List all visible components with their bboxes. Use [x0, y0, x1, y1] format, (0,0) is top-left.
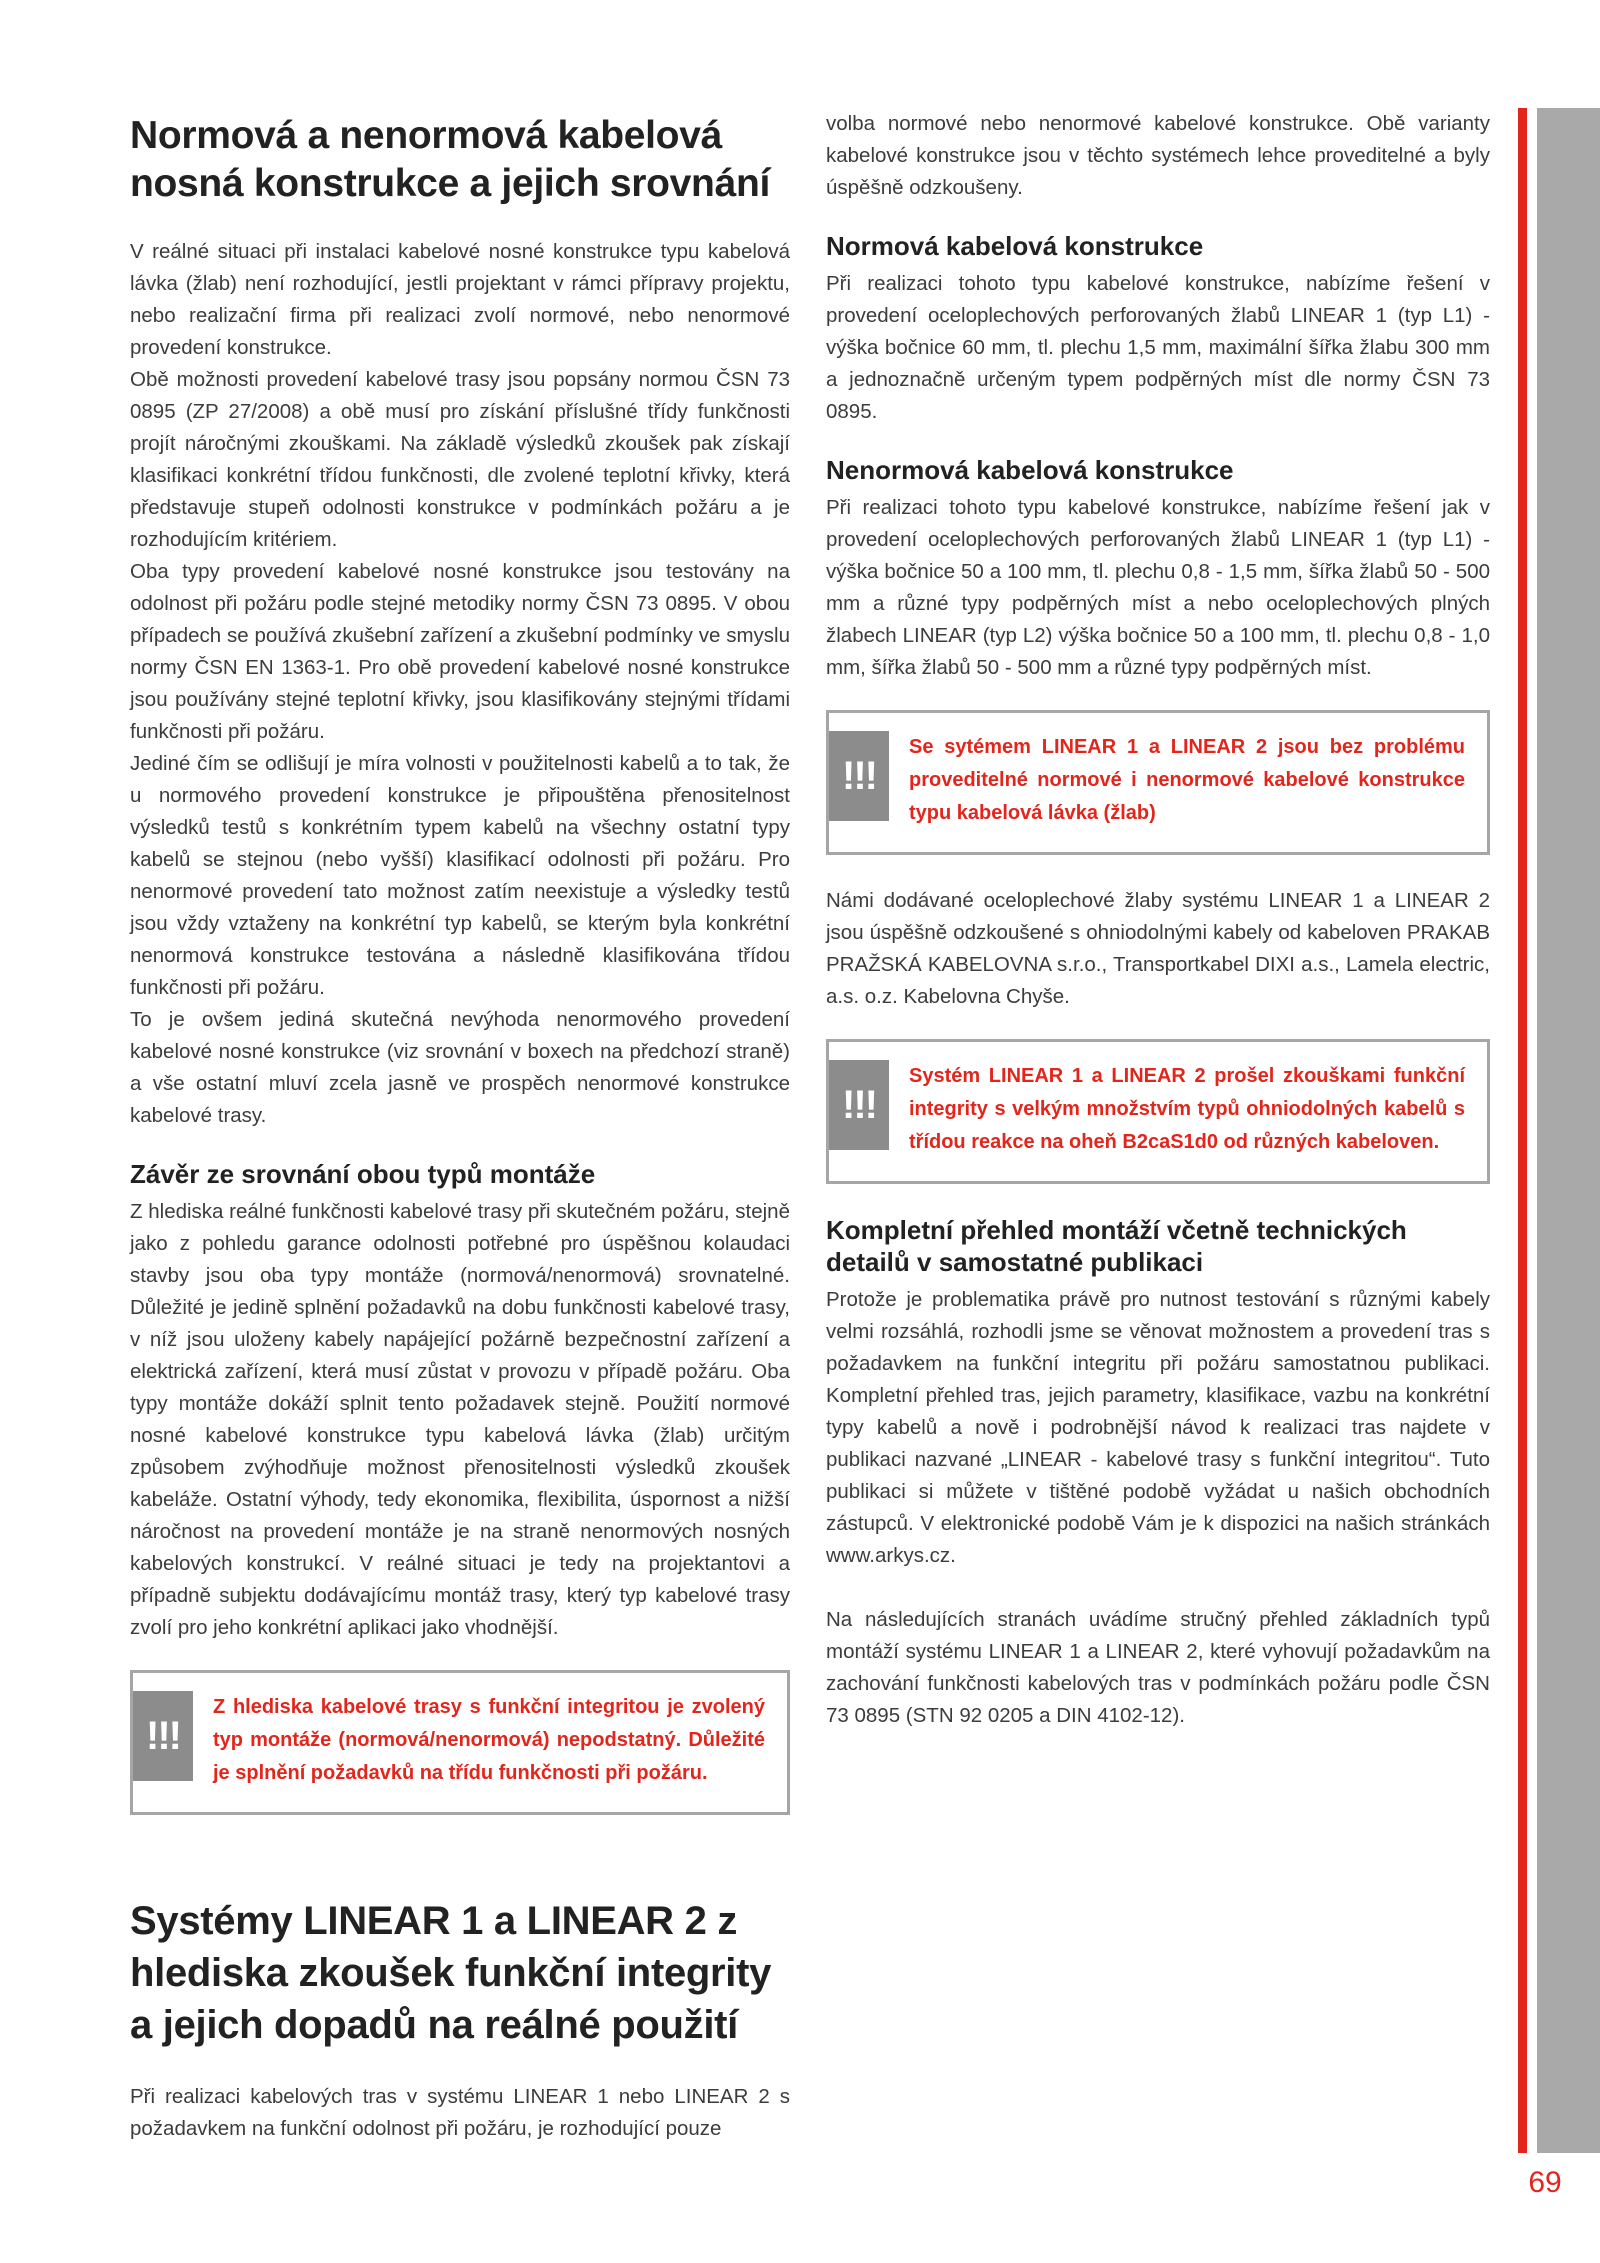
paragraph: Jediné čím se odlišují je míra volnosti v použitelnosti kabelů a to tak, že u normového provedení konstrukce je připouštěna přenositelnost výsledků testů s konkrétním typem kabelů na všechny ostatní typy kabelů se stejnou (nebo vyšší) klasifikací odolnosti při požáru. Pro nenormové provedení tato možnost zatím neexistuje a výsledky testů jsou vždy vztaženy na konkrétní typ kabelů, se kterým byla konkrétní nenormová konstrukce testována a následně klasifikována třídou funkčnosti při požáru.	[130, 752, 790, 999]
paragraph-linear: Při realizaci kabelových tras v systému LINEAR 1 nebo LINEAR 2 s požadavkem na funkční odolnost při požáru, je rozhodující pouze	[130, 2085, 790, 2140]
paragraph: To je ovšem jediná skutečná nevýhoda nenormového provedení kabelové nosné konstrukce (viz srovnání v boxech na předchozí straně) a vše ostatní mluví zcela jasně ve prospěch nenormové konstrukce kabelové trasy.	[130, 1008, 790, 1127]
paragraph-nasledujici: Na následujících stranách uvádíme stručný přehled základních typů montáží systému LINEAR 1 a LINEAR 2, které vyhovují požadavkům na zachování funkčnosti kabelových tras v podmínkách požáru podle ČSN 73 0895 (STN 92 0205 a DIN 4102-12).	[826, 1608, 1490, 1727]
paragraph: Obě možnosti provedení kabelové trasy jsou popsány normou ČSN 73 0895 (ZP 27/2008) a obě musí pro získání příslušné třídy funkčnosti projít náročnými zkouškami. Na základě výsledků zkoušek pak získají klasifikaci konkrétní třídou funkčnosti, dle zvolené teplotní křivky, která představuje stupeň odolnosti konstrukce v podmínkách požáru a je rozhodujícím kritériem.	[130, 368, 790, 551]
note-box	[130, 1670, 790, 1815]
paragraph-prehled: Protože je problematika právě pro nutnost testování s různými kabely velmi rozsáhlá, rozhodli jsme se věnovat možnostem a provedení tras s požadavkem na funkční integritu při požáru samostatnou publikaci. Kompletní přehled tras, jejich parametry, klasifikace, vazbu na konkrétní typy kabelů a nově i podrobnější návod k realizaci tras najdete v publikaci nazvané „LINEAR - kabelové trasy s funkční integritou“. Tuto publikaci si můžete v tištěné podobě vyžádat u našich obchodních zástupců. V elektronické podobě Vám je k dispozici na našich stránkách www.arkys.cz.	[826, 1288, 1490, 1567]
exclamation-icon: !!!	[133, 1691, 193, 1781]
subheading-conclusion: Závěr ze srovnání obou typů montáže	[130, 1159, 596, 1189]
section-linear	[130, 1895, 790, 2145]
paragraph: V reálné situaci při instalaci kabelové nosné konstrukce typu kabelová lávka (žlab) není rozhodující, jestli projektant v rámci přípravy projektu, nebo realizační firma při realizaci zvolí normové, nebo nenormové provedení konstrukce.	[130, 240, 790, 359]
section-title: Normová a nenormová kabelová nosná konstrukce a jejich srovnání	[130, 114, 771, 205]
exclamation-icon: !!!	[829, 1060, 889, 1150]
subheading-nenormova: Nenormová kabelová konstrukce	[826, 455, 1234, 485]
right-column	[826, 108, 1490, 1732]
subheading-prehled: Kompletní přehled montáží včetně technických detailů v samostatné publikaci	[826, 1215, 1407, 1277]
note-text: Se sytémem LINEAR 1 a LINEAR 2 jsou bez problému proveditelné normové i nenormové kabelové konstrukce typu kabelová lávka (žlab)	[909, 736, 1465, 824]
section-title-linear: Systémy LINEAR 1 a LINEAR 2 z hlediska zkoušek funkční integrity a jejich dopadů na reálné použití	[130, 1899, 772, 2047]
paragraph-conclusion: Z hlediska reálné funkčnosti kabelové trasy při skutečném požáru, stejně jako z pohledu garance odolnosti potřebné pro úspěšnou kolaudaci stavby jsou oba typy montáže (normová/nenormová) srovnatelné. Důležité je jedině splnění požadavků na dobu funkčnosti kabelové trasy, v níž jsou uloženy kabely napájející požárně bezpečnostní zařízení a elektrická zařízení, která musí zůstat v provozu v případě požáru. Oba typy montáže dokáží splnit tento požadavek stejně. Použití normové nosné kabelové konstrukce typu kabelová lávka (žlab) určitým způsobem zvýhodňuje možnost přenositelnosti výsledků zkoušek kabeláže. Ostatní výhody, tedy ekonomika, flexibilita, úspornost a nižší náročnost na provedení montáže je na straně nenormových nosných kabelových konstrukcí. V reálné situaci je tedy na projektantovi a případně subjektu dodávajícímu montáž trasy, který typ kabelové trasy zvolí pro jeho konkrétní aplikaci jako vhodnější.	[130, 1200, 790, 1639]
note-box	[826, 1039, 1490, 1184]
note-text: Systém LINEAR 1 a LINEAR 2 prošel zkouškami funkční integrity s velkým množstvím typů ohniodolných kabelů s třídou reakce na oheň B2caS1d0 od různých kabeloven.	[909, 1065, 1465, 1153]
note-text: Z hlediska kabelové trasy s funkční integritou je zvolený typ montáže (normová/nenormová) nepodstatný. Důležité je splnění požadavků na třídu funkčnosti při požáru.	[213, 1696, 765, 1784]
paragraph-nenormova: Při realizaci tohoto typu kabelové konstrukce, nabízíme řešení jak v provedení oceloplechových perforovaných žlabů LINEAR 1 (typ L1) - výška bočnice 50 a 100 mm, tl. plechu 0,8 - 1,5 mm, šířka žlabů 50 - 500 mm a různé typy podpěrných míst a nebo oceloplechových plných žlabech LINEAR (typ L2) výška bočnice 50 a 100 mm, tl. plechu 0,8 - 1,0 mm, šířka žlabů 50 - 500 mm a různé typy podpěrných míst.	[826, 496, 1490, 679]
subheading-normova: Normová kabelová konstrukce	[826, 231, 1204, 261]
sidebar-grey-band	[1537, 108, 1600, 2153]
exclamation-icon: !!!	[829, 731, 889, 821]
note-box	[826, 710, 1490, 855]
page-number: 69	[1528, 2166, 1562, 2199]
left-column	[130, 112, 790, 1845]
paragraph-intro: volba normové nebo nenormové kabelové konstrukce. Obě varianty kabelové konstrukce jsou v těchto systémech lehce proveditelné a byly úspěšně odzkoušeny.	[826, 112, 1490, 199]
sidebar-red-stripe	[1518, 108, 1527, 2153]
paragraph: Oba typy provedení kabelové nosné konstrukce jsou testovány na odolnost při požáru podle stejné metodiky normy ČSN 73 0895. V obou případech se používá zkušební zařízení a zkušební podmínky ve smyslu normy ČSN EN 1363-1. Pro obě provedení kabelové nosné konstrukce jsou používány stejné teplotní křivky, jsou klasifikovány stejnými třídami funkčnosti při požáru.	[130, 560, 790, 743]
paragraph-normova: Při realizaci tohoto typu kabelové konstrukce, nabízíme řešení v provedení oceloplechových perforovaných žlabů LINEAR 1 (typ L1) - výška bočnice 60 mm, tl. plechu 1,5 mm, maximální šířka žlabu 300 mm a jednoznačně určeným typem podpěrných míst dle normy ČSN 73 0895.	[826, 272, 1490, 423]
paragraph-dodavane: Námi dodávané oceloplechové žlaby systému LINEAR 1 a LINEAR 2 jsou úspěšně odzkoušené s ohniodolnými kabely od kabeloven PRAKAB PRAŽSKÁ KABELOVNA s.r.o., Transportkabel DIXI a.s., Lamela electric, a.s. o.z. Kabelovna Chyše.	[826, 889, 1490, 1008]
